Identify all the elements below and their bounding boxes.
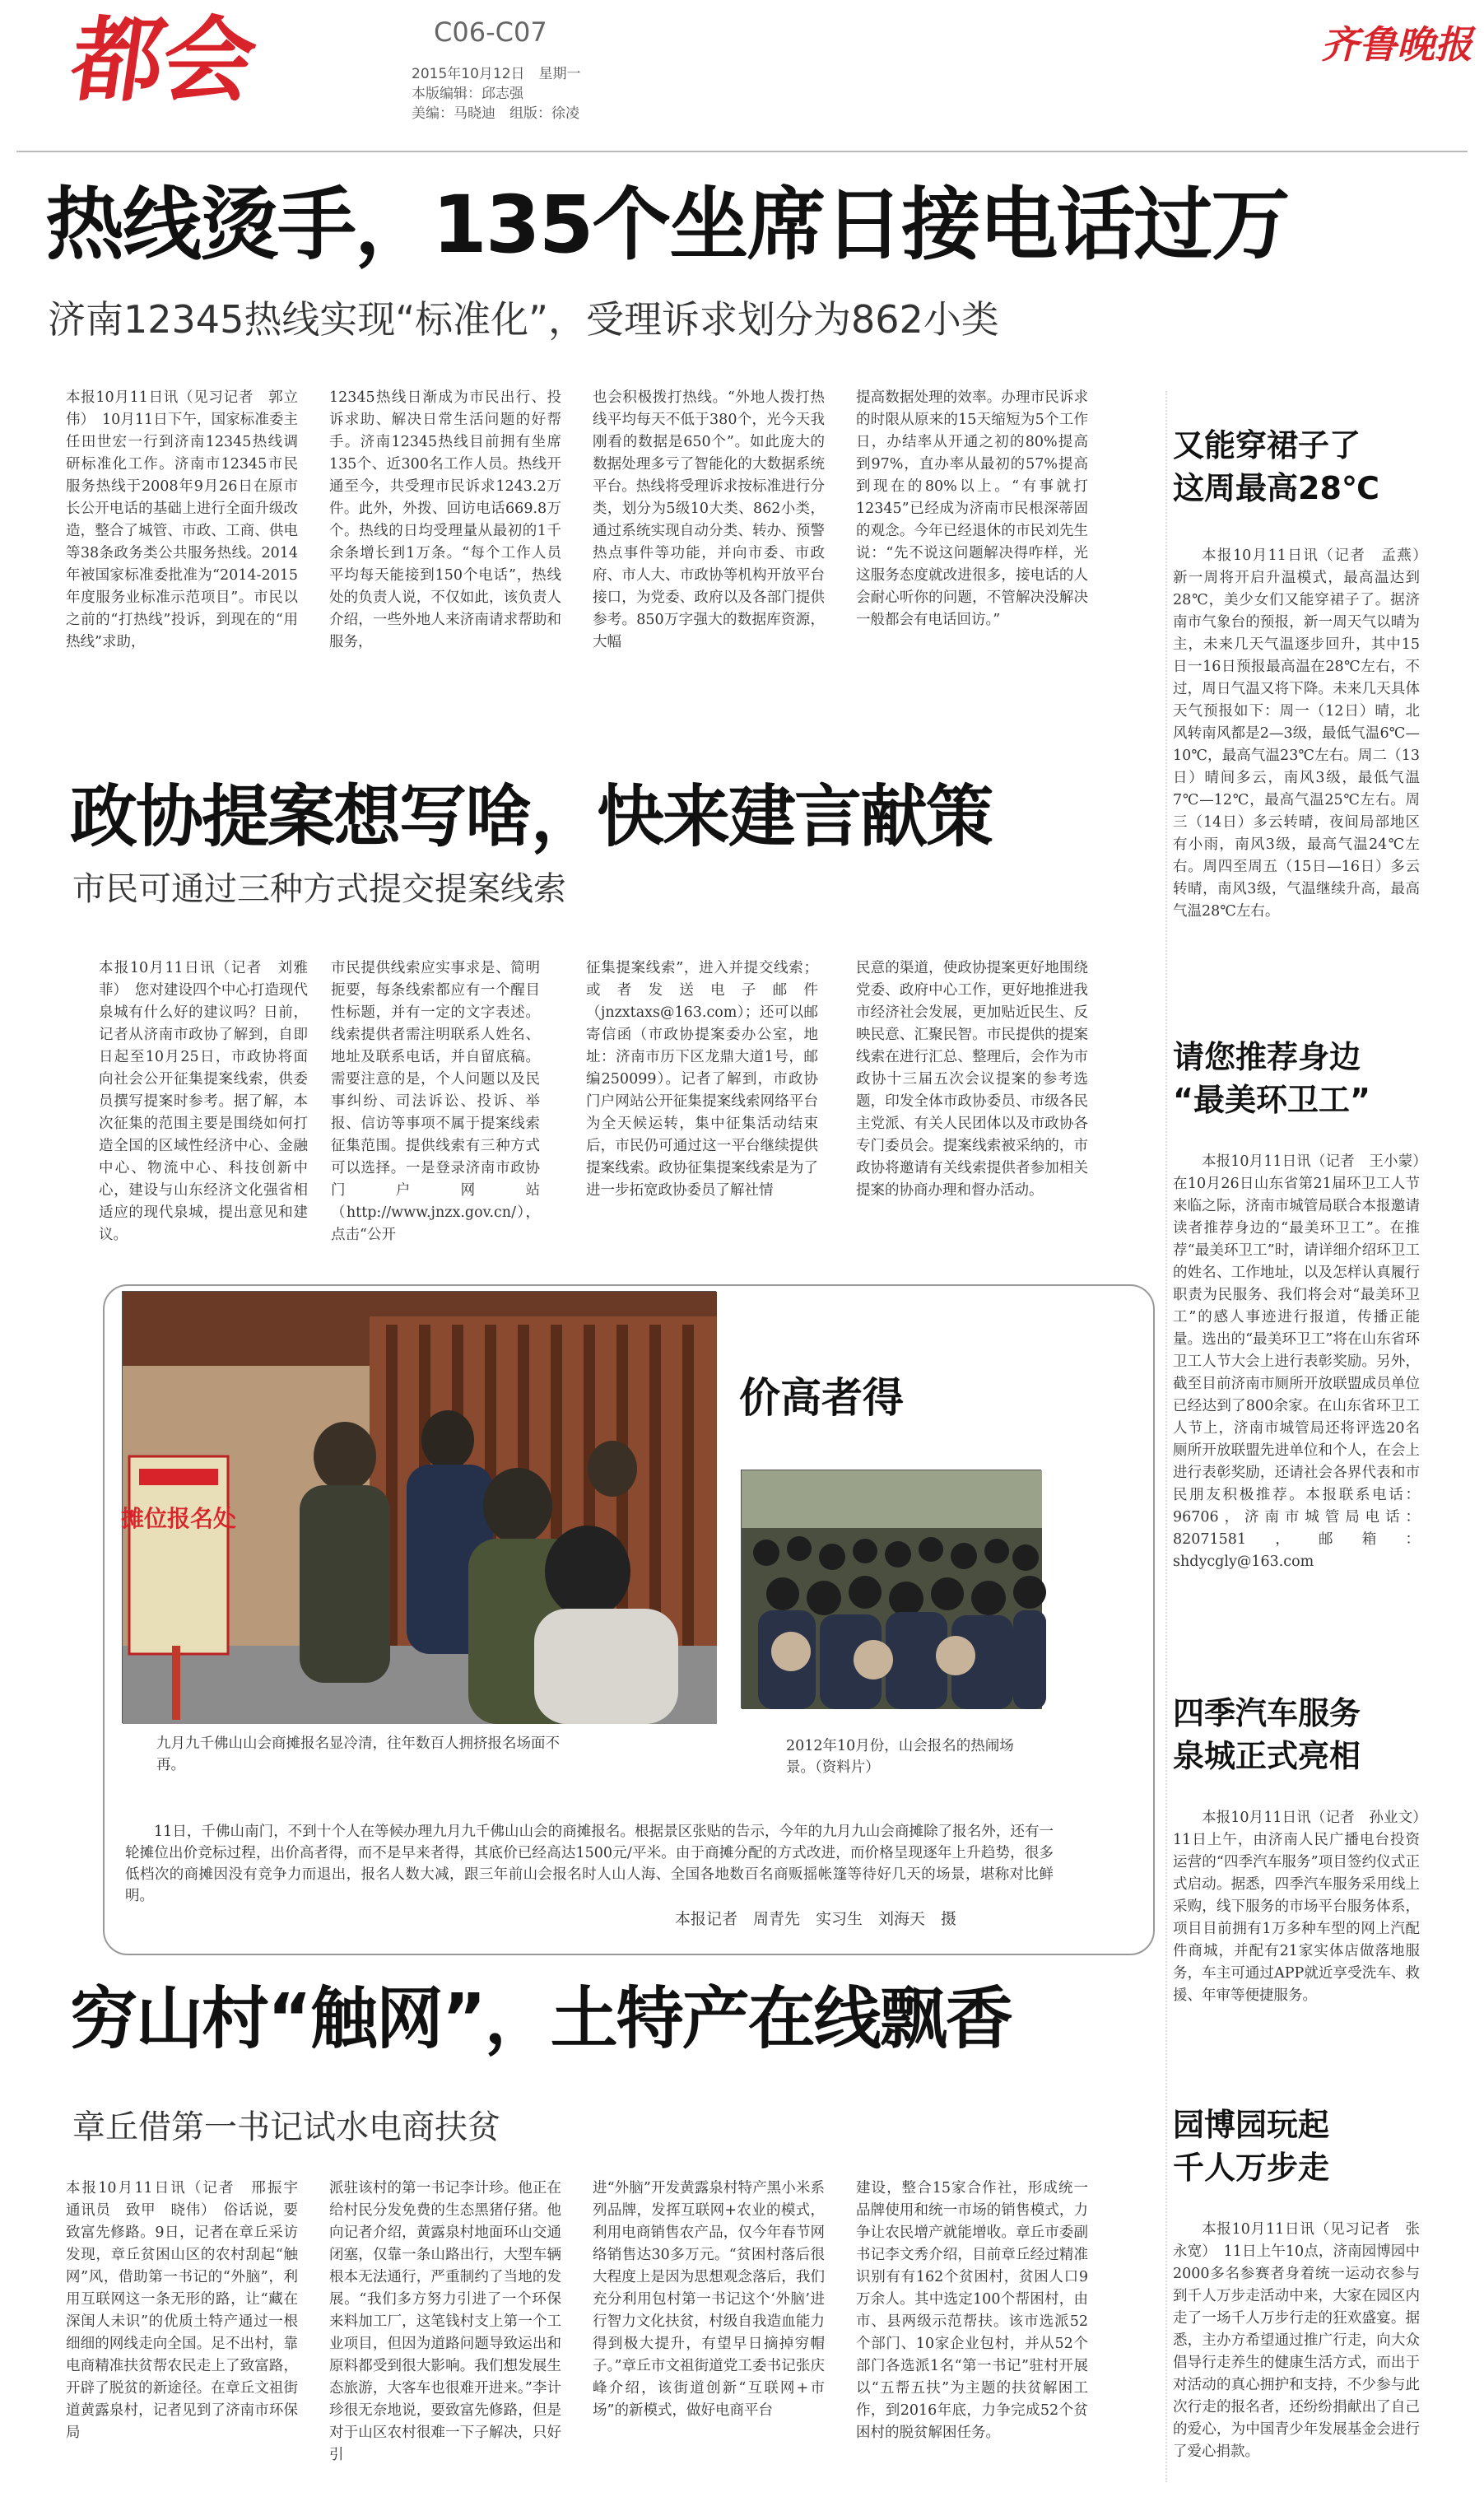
article-cppcc-col3: 征集提案线索”，进入并提交线索；或者发送电子邮件（jnzxtaxs@163.com）；还可以邮寄信函（市政协提案委办公室，地址：济南市历下区龙鼎大道1号，邮编250099）。记者了解到，市政协门户网站公开征集提案线索网络平台为全天候运转，集中征集活动结束后，市民仍可通过这一平台继续提供提案线索。政协征集提案线索是为了进一步拓宽政协委员了解社情 <box>586 960 818 1199</box>
editor-credit: 本版编辑：邱志强 <box>412 86 523 102</box>
subhead-cppcc: 市民可通过三种方式提交提案线索 <box>72 870 566 908</box>
photo-crowd-2012-art <box>742 1470 1042 1709</box>
sidebar-body-auto: 本报10月11日讯（记者 孙业文） 11日上午，由济南人民广播电台投资运营的“四季汽车服务”项目签约仪式正式启动。据悉，四季汽车服务采用线上采购，线下服务的市场平台服务体系，项目目前拥有1万多种车型的网上汽配件商城，并配有21家实体店做落地服务，车主可通过APP就近享受洗车、救援、年审等便捷服务。 <box>1173 1810 1435 2004</box>
article-hotline-col1: 本报10月11日讯（见习记者 郭立伟） 10月11日下午，国家标准委主任田世宏一行到济南12345热线调研标准化工作。济南市12345市民服务热线于2008年9月26日在原市长公开电话的基础上进行全面升级改造，整合了城管、市政、工商、供电等38条政务类公共服务热线。2014年被国家标准委批准为“2014-2015年度服务业标准示范项目”。市民以之前的“打热线”投诉，到现在的“用热线”求助， <box>66 389 298 650</box>
sidebar-body-weather: 本报10月11日讯（记者 孟燕） 新一周将开启升温模式，最高温达到28℃，美少女们又能穿裙子了。据济南市气象台的预报，新一周天气以晴为主，未来几天气温逐步回升，其中15日一16日预报最高温在28℃左右，不过，周日气温又将下降。未来几天具体天气预报如下：周一（12日）晴，北风转南风都是2—3级，最低气温6℃—10℃，最高气温23℃左右。周二（13日）晴间多云，南风3级，最低气温7℃—12℃，最高气温25℃左右。周三（14日）多云转晴，夜间局部地区有小雨，南风3级，最高气温24℃左右。周四至周五（15日—16日）多云转晴，南风3级，气温继续升高，最高气温28℃左右。 <box>1173 547 1435 920</box>
photo-registration-desk-art <box>120 1292 717 1724</box>
caption-right: 2012年10月份，山会报名的热闹场景。（资料片） <box>786 1738 1014 1776</box>
photo-story-body: 11日，千佛山南门，不到十个人在等候办理九月九千佛山山会的商摊报名。根据景区张贴的告示，今年的九月九山会商摊除了报名外，还有一轮摊位出价竞标过程，出价高者得，而不是早来者得，其底价已经高达1500元/平米。由于商摊分配的方式改进，而价格呈现逐年上升趋势，很多低档次的商摊因没有竞争力而退出，报名人数大减，跟三年前山会报名时人山人海、全国各地数百名商贩摇帐篷等待好几天的场景，堪称对比鲜明。 <box>125 1824 1054 1904</box>
sidebar-title-sanitation: 请您推荐身边 “最美环卫工” <box>1173 1039 1370 1118</box>
designer-credit: 美编：马晓迪 组版：徐凌 <box>412 105 579 122</box>
article-village-col3: 进“外脑”开发黄露泉村特产黑小米系列品牌，发挥互联网+农业的模式，利用电商销售农产品，仅今年春节网络销售达30多万元。“贫困村落后很大程度上是因为思想观念落后，我们充分利用包村第一书记这个‘外脑’进行智力文化扶贫，村级自我造血能力得到极大提升，有望早日摘掉穷帽子。”章丘市文祖街道党工委书记张庆峰介绍，该街道创新“互联网+市场”的新模式，做好电商平台 <box>593 2180 825 2419</box>
sidebar-title-walk: 园博园玩起 千人万步走 <box>1173 2107 1330 2186</box>
article-village-col2: 派驻该村的第一书记李计珍。他正在给村民分发免费的生态黑猪仔猪。他向记者介绍，黄露泉村地面环山交通闭塞，仅靠一条山路出行，大型车辆根本无法通行，严重制约了当地的发展。“我们多方努力引进了一个环保来料加工厂，这笔钱村支上第一个工业项目，但因为道路问题导致运出和原料都受到很大影响。我们想发展生态旅游，大客车也很难开进来。”李计珍很无奈地说，要致富先修路，但是对于山区农村很难一下子解决，只好引 <box>329 2180 561 2463</box>
article-village-col1: 本报10月11日讯（记者 邢振宇 通讯员 致甲 晓伟） 俗话说，要致富先修路。9日，记者在章丘采访发现，章丘贫困山区的农村刮起“触网”风，借助第一书记的“外脑”，利用互联网这一条无形的路，让“藏在深闺人未识”的优质土特产通过一根细细的网线走向全国。足不出村，靠电商精准扶贫帮农民走上了致富路，开辟了脱贫的新途径。在章丘文祖街道黄露泉村，记者见到了济南市环保局 <box>66 2180 313 2441</box>
sidebar-body-walk: 本报10月11日讯（见习记者 张永宽） 11日上午10点，济南园博园中2000多名参赛者身着统一运动衣参与到千人万步走活动中来，大家在园区内走了一场千人万步行走的狂欢盛宴。据悉，主办方希望通过推广行走，向大众倡导行走养生的健康生活方式，而出于对活动的真心拥护和支持，不少参与此次行走的报名者，还纷纷捐献出了自己的爱心，为中国青少年发展基金会进行了爱心捐款。 <box>1173 2221 1420 2460</box>
article-hotline-col3: 也会积极拨打热线。“外地人拨打热线平均每天不低于380个，光今天我刚看的数据是650个”。如此庞大的数据处理多亏了智能化的大数据系统平台。热线将受理诉求按标准进行分类，划分为5级10大类、862小类，通过系统实现自动分类、转办、预警热点事件等功能，并向市委、市政府、市人大、市政协等机构开放平台接口，为党委、政府以及各部门提供参考。850万字强大的数据库资源，大幅 <box>593 389 825 650</box>
issue-date: 2015年10月12日 星期一 <box>412 66 581 82</box>
article-hotline-col2: 12345热线日渐成为市民出行、投诉求助、解决日常生活问题的好帮手。济南12345热线目前拥有坐席135个、近300名工作人员。热线开通至今，共受理市民诉求1243.2万件。此外，外拨、回访电话669.8万个。热线的日均受理量从最初的1千余条增长到1万条。“每个工作人员平均每天能接到150个电话”，热线处的负责人说，不仅如此，该负责人介绍，一些外地人来济南请求帮助和服务， <box>329 389 561 650</box>
caption-left: 九月九千佛山山会商摊报名显冷清，往年数百人拥挤报名场面不再。 <box>156 1735 560 1773</box>
sidebar-title-weather: 又能穿裙子了 这周最高28℃ <box>1173 427 1379 506</box>
article-cppcc-col1: 本报10月11日讯（记者 刘雅菲） 您对建设四个中心打造现代泉城有什么好的建议吗？日前，记者从济南市政协了解到，自即日起至10月25日，市政协将面向社会公开征集提案线索，供委员撰写提案时参考。据了解，本次征集的范围主要是围绕如何打造全国的区域性经济中心、金融中心、物流中心、科技创新中心，建设与山东经济文化强省相适应的现代泉城，提出意见和建议。 <box>99 960 308 1243</box>
article-cppcc-col4: 民意的渠道，使政协提案更好地围绕党委、政府中心工作，更好地推进我市经济社会发展，更加贴近民生、反映民意、汇聚民智。市民提供的提案线索在进行汇总、整理后，会作为市政协十三届五次会议提案的参考选题，印发全体市政协委员、市级各民主党派、有关人民团体以及市政协各专门委员会。提案线索被采纳的，市政协将邀请有关线索提供者参加相关提案的协商办理和督办活动。 <box>856 960 1088 1199</box>
article-hotline-col4: 提高数据处理的效率。办理市民诉求的时限从原来的15天缩短为5个工作日，办结率从开通之初的80%提高到97%，直办率从最初的57%提高到现在的80%以上。“有事就打12345”已经成为济南市民根深蒂固的观念。今年已经退休的市民刘先生说：“先不说这问题解决得咋样，光这服务态度就改进很多，接电话的人会耐心听你的问题，不管解决没解决一般都会有电话回访。” <box>856 389 1088 628</box>
sidebar-title-auto: 四季汽车服务 泉城正式亮相 <box>1173 1695 1361 1774</box>
article-village-col4: 建设，整合15家合作社，形成统一品牌使用和统一市场的销售模式，力争让农民增产就能增收。章丘市委副书记李文秀介绍，目前章丘经过精准识别有有162个贫困村，贫困人口9万余人。其中选定100个帮困村，由市、县两级示范帮扶。该市选派52个部门、10家企业包村，并从52个部门各选派1名“第一书记”驻村开展以“五帮五扶”为主题的扶贫解困工作，到2016年底，力争完成52个贫困村的脱贫解困任务。 <box>856 2180 1088 2441</box>
headline-village: 穷山村“触网”，土特产在线飘香 <box>70 1980 1012 2058</box>
header-divider <box>16 151 1468 152</box>
headline-cppcc: 政协提案想写啥，快来建言献策 <box>70 778 993 856</box>
photo-story-title: 价高者得 <box>739 1374 904 1422</box>
photo-sign-text: 摊位报名处 <box>120 1505 237 1532</box>
newspaper-logo: 齐鲁晚报 <box>1321 22 1472 67</box>
article-cppcc-col2: 市民提供线索应实事求是、简明扼要，每条线索都应有一个醒目性标题，并有一定的文字表述。线索提供者需注明联系人姓名、地址及联系电话，并自留底稿。需要注意的是，个人问题以及民事纠纷、司法诉讼、投诉、举报、信访等事项不属于提案线索征集范围。提供线索有三种方式可以选择。一是登录济南市政协门户网站（http://www.jnzx.gov.cn/），点击“公开 <box>331 960 540 1243</box>
photo-registration-desk <box>122 1291 716 1723</box>
page-number: C06-C07 <box>434 16 547 48</box>
subhead-village: 章丘借第一书记试水电商扶贫 <box>72 2108 500 2146</box>
photo-credit: 本报记者 周青先 实习生 刘海天 摄 <box>675 1910 957 1928</box>
headline-hotline: 热线烫手，135个坐席日接电话过万 <box>45 179 1289 271</box>
subhead-hotline: 济南12345热线实现“标准化”，受理诉求划分为862小类 <box>48 297 999 342</box>
sidebar-body-sanitation: 本报10月11日讯（记者 王小蒙） 在10月26日山东省第21届环卫工人节来临之际，济南市城管局联合本报邀请读者推荐身边的“最美环卫工”。在推荐“最美环卫工”时，请详细介绍环卫工的姓名、工作地址，以及怎样认真履行职责为民服务、我们将会对“最美环卫工”的感人事迹进行报道，传播正能量。选出的“最美环卫工”将在山东省环卫工人节大会上进行表彰奖励。另外，截至目前济南市厕所开放联盟成员单位已经达到了800余家。在山东省环卫工人节上，济南市城管局还将评选20名厕所开放联盟先进单位和个人，在会上进行表彰奖励，还请社会各界代表和市民朋友积极推荐。本报联系电话：96706，济南市城管局电话：82071581，邮箱：shdycgly@163.com <box>1173 1153 1435 1570</box>
photo-crowd-2012 <box>741 1470 1041 1708</box>
section-title: 都会 <box>64 7 262 114</box>
page-meta <box>412 64 581 123</box>
